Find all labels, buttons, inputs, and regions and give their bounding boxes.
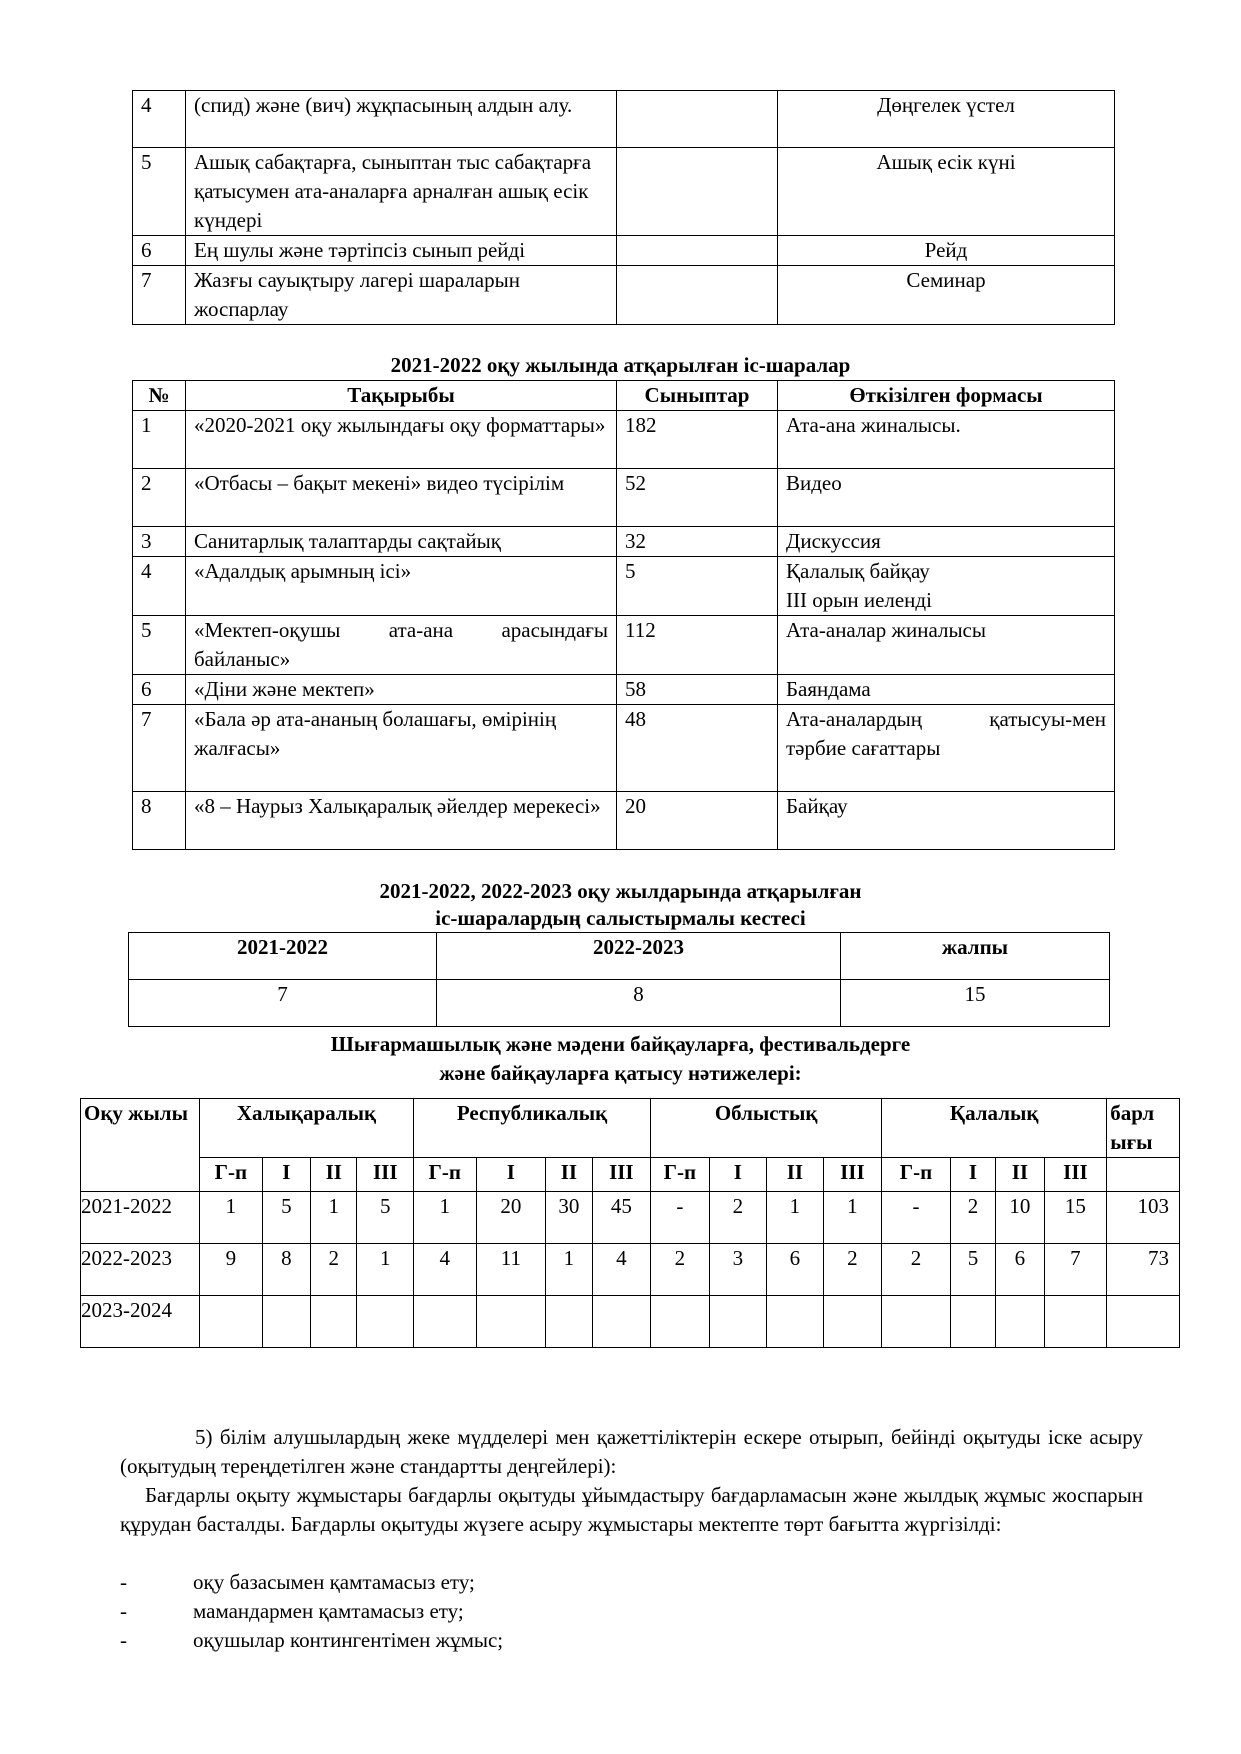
result-cell: 2 <box>709 1192 767 1244</box>
header-republican: Республикалық <box>414 1099 651 1158</box>
row-number: 5 <box>133 616 186 675</box>
result-cell <box>651 1296 710 1348</box>
topic-cell: (спид) және (вич) жұқпасының алдын алу. <box>186 91 617 148</box>
result-cell <box>414 1296 477 1348</box>
year-cell: 2023-2024 <box>81 1296 200 1348</box>
result-cell <box>882 1296 951 1348</box>
form-cell: Дискуссия <box>778 527 1115 557</box>
result-cell: - <box>882 1192 951 1244</box>
result-cell <box>950 1296 995 1348</box>
header-row <box>133 381 1115 411</box>
result-cell <box>592 1296 651 1348</box>
header-regional: Облыстық <box>651 1099 882 1158</box>
result-cell <box>200 1296 263 1348</box>
form-cell: Ата-аналар жиналысы <box>778 616 1115 675</box>
subheader-cell: І <box>709 1158 767 1192</box>
result-cell: 9 <box>200 1244 263 1296</box>
row-number: 6 <box>133 236 186 266</box>
form-cell: Дөңгелек үстел <box>778 91 1115 148</box>
form-cell <box>778 557 1115 616</box>
table3-title-line2: іс-шаралардың салыстырмалы кестесі <box>435 906 806 930</box>
value-total: 15 <box>841 980 1110 1027</box>
table-row <box>129 980 1110 1027</box>
table-row <box>81 1192 1180 1244</box>
topic-cell: Ашық сабақтарға, сыныптан тыс сабақтарға қатысумен ата-аналарға арналған ашық есік күндері <box>186 148 617 236</box>
classes-cell <box>617 266 778 325</box>
total-cell <box>1107 1296 1180 1348</box>
table-row <box>133 616 1115 675</box>
table-row <box>81 1296 1180 1348</box>
result-cell: - <box>651 1192 710 1244</box>
result-cell <box>823 1296 882 1348</box>
result-cell: 4 <box>592 1244 651 1296</box>
result-cell: 2 <box>311 1244 357 1296</box>
row-number: 7 <box>133 705 186 792</box>
bullet-marker: - <box>120 1599 127 1623</box>
table-row <box>133 148 1115 236</box>
subheader-cell: Г-п <box>200 1158 263 1192</box>
form-cell: Рейд <box>778 236 1115 266</box>
bullet-marker: - <box>120 1628 127 1652</box>
result-cell <box>546 1296 592 1348</box>
table-row <box>81 1244 1180 1296</box>
result-cell <box>357 1296 414 1348</box>
bullet-marker: - <box>120 1570 127 1594</box>
form-cell: Семинар <box>778 266 1115 325</box>
table-row <box>133 236 1115 266</box>
result-cell: 10 <box>996 1192 1044 1244</box>
result-cell: 11 <box>476 1244 546 1296</box>
subheader-cell: ІІ <box>767 1158 824 1192</box>
row-number: 5 <box>133 148 186 236</box>
form-cell: Видео <box>778 469 1115 527</box>
subheader-cell: ІІІ <box>823 1158 882 1192</box>
result-cell: 5 <box>262 1192 310 1244</box>
result-cell: 1 <box>767 1192 824 1244</box>
result-cell: 6 <box>996 1244 1044 1296</box>
year-cell: 2022-2023 <box>81 1244 200 1296</box>
table-row <box>133 266 1115 325</box>
table-row <box>133 675 1115 705</box>
subheader-cell: ІІ <box>996 1158 1044 1192</box>
subheader-row <box>81 1158 1180 1192</box>
classes-cell: 52 <box>617 469 778 527</box>
topic-cell: «2020-2021 оқу жылындағы оқу форматтары» <box>186 411 617 469</box>
result-cell: 2 <box>950 1192 995 1244</box>
topic-cell: «Мектеп-оқушы ата-ана арасындағы байланыс» <box>186 616 617 675</box>
row-number: 4 <box>133 557 186 616</box>
value-2022-2023: 8 <box>437 980 841 1027</box>
subheader-cell: Г-п <box>882 1158 951 1192</box>
result-cell <box>1044 1296 1107 1348</box>
result-cell: 1 <box>200 1192 263 1244</box>
subheader-cell: І <box>476 1158 546 1192</box>
row-number: 3 <box>133 527 186 557</box>
table3-title-line1: 2021-2022, 2022-2023 оқу жылдарында атқарылған <box>379 879 862 903</box>
table-row <box>133 411 1115 469</box>
subheader-cell: Г-п <box>651 1158 710 1192</box>
classes-cell: 58 <box>617 675 778 705</box>
form-cell: Ата-ана жиналысы. <box>778 411 1115 469</box>
result-cell: 20 <box>476 1192 546 1244</box>
classes-cell: 5 <box>617 557 778 616</box>
classes-cell: 112 <box>617 616 778 675</box>
row-number: 7 <box>133 266 186 325</box>
result-cell: 1 <box>357 1244 414 1296</box>
bullet-item: оқушылар контингентімен жұмыс; <box>193 1628 504 1652</box>
subheader-cell: ІІ <box>546 1158 592 1192</box>
result-cell: 1 <box>311 1192 357 1244</box>
total-cell: 103 <box>1107 1192 1180 1244</box>
table-row <box>133 91 1115 148</box>
row-number: 8 <box>133 792 186 850</box>
year-cell: 2021-2022 <box>81 1192 200 1244</box>
result-cell <box>311 1296 357 1348</box>
table4-title-line2: және байқауларға қатысу нәтижелері: <box>439 1061 802 1085</box>
table-row <box>133 527 1115 557</box>
form-cell: Байқау <box>778 792 1115 850</box>
classes-cell <box>617 236 778 266</box>
result-cell: 5 <box>357 1192 414 1244</box>
header-year: Оқу жылы <box>81 1099 200 1192</box>
paragraph-profile-work: Бағдарлы оқыту жұмыстары бағдарлы оқытуды ұйымдастыру бағдарламасын және жылдық жұмыс жоспарын құрудан басталды. Бағдарлы оқытуды жүзеге асыру жұмыстары мектепте төрт бағытта жүргізілді: <box>120 1483 1143 1536</box>
row-number: 1 <box>133 411 186 469</box>
result-cell <box>996 1296 1044 1348</box>
form-cell: Баяндама <box>778 675 1115 705</box>
result-cell <box>262 1296 310 1348</box>
row-number: 6 <box>133 675 186 705</box>
result-cell: 2 <box>651 1244 710 1296</box>
classes-cell <box>617 91 778 148</box>
result-cell: 4 <box>414 1244 477 1296</box>
subheader-cell: ІІІ <box>592 1158 651 1192</box>
bullet-item: мамандармен қамтамасыз ету; <box>193 1599 464 1623</box>
row-number: 2 <box>133 469 186 527</box>
value-2021-2022: 7 <box>129 980 437 1027</box>
result-cell: 8 <box>262 1244 310 1296</box>
bullet-item: оқу базасымен қамтамасыз ету; <box>193 1570 475 1594</box>
table-row <box>133 469 1115 527</box>
topic-cell: «Отбасы – бақыт мекені» видео түсірілім <box>186 469 617 527</box>
events-2021-2022-table <box>132 380 1115 850</box>
header-row <box>81 1099 1180 1158</box>
form-cell: Ата-аналардың қатысуы-мен тәрбие сағаттары <box>778 705 1115 792</box>
result-cell <box>709 1296 767 1348</box>
subheader-cell: ІІ <box>311 1158 357 1192</box>
topic-cell: «Бала әр ата-ананың болашағы, өмірінің жалғасы» <box>186 705 617 792</box>
header-topic: Тақырыбы <box>186 381 617 411</box>
result-cell: 15 <box>1044 1192 1107 1244</box>
paragraph-profile-education: 5) білім алушылардың жеке мүдделері мен қажеттіліктерін ескере отырып, бейінді оқытуды іске асыру (оқытудың тереңдетілген және стандартты деңгейлері): <box>120 1425 1143 1478</box>
header-total-line: ығы <box>1110 1130 1153 1154</box>
form-line: Қалалық байқау <box>786 559 930 583</box>
classes-cell <box>617 148 778 236</box>
result-cell: 5 <box>950 1244 995 1296</box>
table-row <box>133 557 1115 616</box>
result-cell: 2 <box>882 1244 951 1296</box>
subheader-cell: ІІІ <box>357 1158 414 1192</box>
header-row <box>129 933 1110 980</box>
result-cell <box>476 1296 546 1348</box>
table2-title: 2021-2022 оқу жылында атқарылған іс-шаралар <box>390 353 851 377</box>
comparison-table <box>128 932 1110 1027</box>
activities-table-continued <box>132 90 1115 325</box>
classes-cell: 32 <box>617 527 778 557</box>
result-cell: 30 <box>546 1192 592 1244</box>
topic-cell: Ең шулы және тәртіпсіз сынып рейді <box>186 236 617 266</box>
result-cell <box>767 1296 824 1348</box>
subheader-cell <box>1107 1158 1180 1192</box>
header-total <box>1107 1099 1180 1158</box>
subheader-cell: І <box>262 1158 310 1192</box>
result-cell: 45 <box>592 1192 651 1244</box>
header-year-2022-2023: 2022-2023 <box>437 933 841 980</box>
header-total: жалпы <box>841 933 1110 980</box>
topic-cell: «Адалдық арымның ісі» <box>186 557 617 616</box>
classes-cell: 182 <box>617 411 778 469</box>
header-city: Қалалық <box>882 1099 1107 1158</box>
classes-cell: 20 <box>617 792 778 850</box>
header-number: № <box>133 381 186 411</box>
result-cell: 3 <box>709 1244 767 1296</box>
result-cell: 1 <box>546 1244 592 1296</box>
subheader-cell: ІІІ <box>1044 1158 1107 1192</box>
result-cell: 1 <box>414 1192 477 1244</box>
topic-cell: «Діни және мектеп» <box>186 675 617 705</box>
table-row <box>133 705 1115 792</box>
result-cell: 2 <box>823 1244 882 1296</box>
result-cell: 1 <box>823 1192 882 1244</box>
table-row <box>133 792 1115 850</box>
competition-results-table <box>80 1098 1180 1348</box>
table4-title-line1: Шығармашылық және мәдени байқауларға, фестивальдерге <box>330 1032 911 1056</box>
header-form: Өткізілген формасы <box>778 381 1115 411</box>
total-cell: 73 <box>1107 1244 1180 1296</box>
subheader-cell: І <box>950 1158 995 1192</box>
result-cell: 7 <box>1044 1244 1107 1296</box>
topic-cell: Санитарлық талаптарды сақтайық <box>186 527 617 557</box>
classes-cell: 48 <box>617 705 778 792</box>
header-total-line: барл <box>1110 1101 1155 1125</box>
header-international: Халықаралық <box>200 1099 414 1158</box>
form-cell: Ашық есік күні <box>778 148 1115 236</box>
header-year-2021-2022: 2021-2022 <box>129 933 437 980</box>
topic-cell: Жазғы сауықтыру лагері шараларын жоспарлау <box>186 266 617 325</box>
form-line: ІІІ орын иеленді <box>786 588 932 612</box>
topic-cell: «8 – Наурыз Халықаралық әйелдер мерекесі» <box>186 792 617 850</box>
subheader-cell: Г-п <box>414 1158 477 1192</box>
header-classes: Сыныптар <box>617 381 778 411</box>
row-number: 4 <box>133 91 186 148</box>
result-cell: 6 <box>767 1244 824 1296</box>
